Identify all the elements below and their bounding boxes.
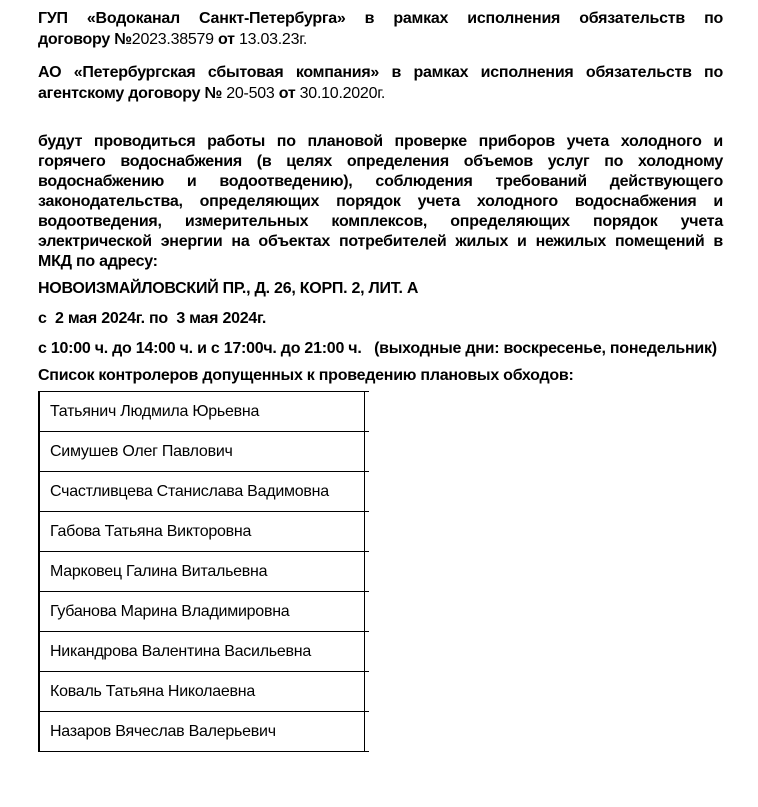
inspector-name: Счастливцева Станислава Вадимовна xyxy=(50,483,329,500)
notice-line: горячего водоснабжения (в целях определения объемов услуг по холодному xyxy=(38,153,723,170)
inspector-name: Татьянич Людмила Юрьевна xyxy=(50,403,260,420)
contract-from-label: от xyxy=(218,31,235,48)
time-range-line: с 10:00 ч. до 14:00 ч. и с 17:00ч. до 21:00 ч. (выходные дни: воскресенье, понедельник) xyxy=(38,340,717,357)
notice-line: электрической энергии на объектах потребителей жилых и нежилых помещений в xyxy=(38,233,723,250)
inspector-name: Габова Татьяна Викторовна xyxy=(50,523,252,540)
table-row xyxy=(38,512,369,552)
inspector-name: Губанова Марина Владимировна xyxy=(50,603,290,620)
vodokanal-line-2 xyxy=(38,29,723,50)
contract-label: договору № xyxy=(38,31,132,48)
notice-line: водоотведения, измерительных комплексов, определяющих порядок учета xyxy=(38,213,723,230)
contract-date: 13.03.23г. xyxy=(234,31,308,48)
notice-line: будут проводиться работы по плановой проверке приборов учета холодного и xyxy=(38,133,723,150)
table-row xyxy=(38,552,369,592)
table-row xyxy=(38,432,369,472)
date-range-line: с 2 мая 2024г. по 3 мая 2024г. xyxy=(38,310,267,327)
agent-contract-date: 30.10.2020г. xyxy=(295,85,386,102)
inspector-name: Никандрова Валентина Васильевна xyxy=(50,643,312,660)
psk-line-2 xyxy=(38,83,723,104)
table-row xyxy=(38,672,369,712)
agent-contract-label: агентскому договору № xyxy=(38,85,227,102)
notice-line-last: МКД по адресу: xyxy=(38,253,158,270)
inspector-name: Марковец Галина Витальевна xyxy=(50,563,268,580)
paragraph-vodokanal-contract xyxy=(38,8,723,50)
psk-line-1: АО «Петербургская сбытовая компания» в рамках исполнения обязательств по xyxy=(38,64,723,81)
inspector-name: Назаров Вячеслав Валерьевич xyxy=(50,723,276,740)
table-row xyxy=(38,392,369,432)
notice-line: водоснабжению и водоотведению), соблюдения требований действующего xyxy=(38,173,723,190)
table-row xyxy=(38,712,369,752)
agent-contract-from-label: от xyxy=(278,85,296,102)
paragraph-inspection-notice xyxy=(38,132,723,272)
address-line: НОВОИЗМАЙЛОВСКИЙ ПР., Д. 26, КОРП. 2, ЛИТ. А xyxy=(38,280,419,297)
table-row xyxy=(38,632,369,672)
inspector-name: Симушев Олег Павлович xyxy=(50,443,233,460)
table-row xyxy=(38,472,369,512)
agent-contract-number: 20-503 xyxy=(226,85,279,102)
notice-line: законодательства, определяющих порядок учета холодного водоснабжения и xyxy=(38,193,723,210)
vodokanal-line-1: ГУП «Водоканал Санкт-Петербурга» в рамках исполнения обязательств по xyxy=(38,10,723,27)
inspectors-list-header: Список контролеров допущенных к проведению плановых обходов: xyxy=(38,367,574,384)
inspector-name: Коваль Татьяна Николаевна xyxy=(50,683,255,700)
inspectors-table xyxy=(38,391,369,752)
contract-number: 2023.38579 xyxy=(131,31,219,48)
table-row xyxy=(38,592,369,632)
paragraph-psk-contract xyxy=(38,62,723,104)
